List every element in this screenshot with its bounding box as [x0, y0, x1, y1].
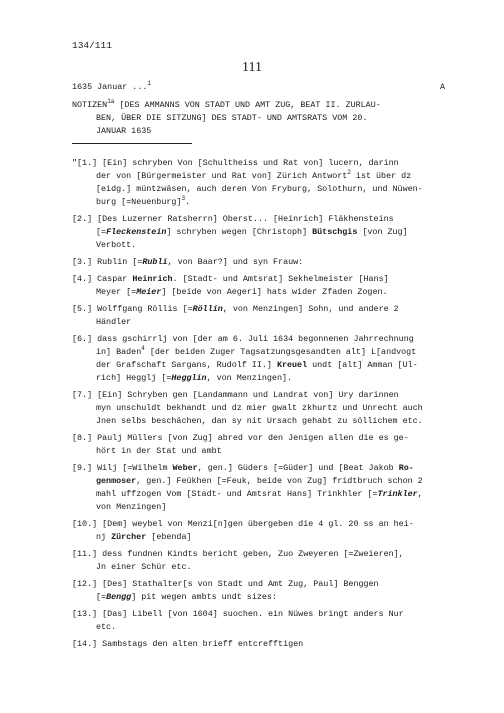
entry-line — [72, 303, 456, 316]
entry-line: [8.] Paulj Müllers [von Zug] abred vor den Jenigen allen die es ge- — [72, 433, 409, 443]
entry-text: , gen.] Güders [=Güder] und [Beat Jakob — [197, 463, 399, 473]
entry-2 — [72, 213, 456, 252]
entry-text: , von Menzingen]. — [206, 373, 293, 383]
entry-list — [72, 157, 456, 655]
entry-text: undt [alt] Amman [Ul- — [307, 360, 418, 370]
entry-text: , von Menzingen] Sohn, und andere 2 — [222, 304, 399, 314]
document-heading — [72, 99, 452, 138]
entry-text: [5.] Wolffgang Röllis [= — [72, 304, 193, 314]
person-name: Ro- — [398, 463, 414, 473]
entry-line: [14.] Sambstags den alten brieff entcrefftigen — [72, 639, 304, 649]
entry-text: ] [beide von Aegeri] hats wider Zfaden Zogen. — [161, 287, 388, 297]
entry-6 — [72, 333, 456, 385]
entry-line — [72, 286, 456, 299]
entry-text: in] Baden — [96, 347, 142, 357]
entry-line — [72, 591, 456, 604]
entry-14 — [72, 638, 456, 651]
entry-line — [72, 226, 456, 239]
entry-text: [ebenda] — [146, 532, 192, 542]
entry-line: myn unschuldt bekhandt und dz mier gwalt zkhurtz und Unrecht auch — [96, 403, 423, 413]
page-number: 111 — [242, 60, 262, 75]
entry-text: [4.] Caspar — [72, 274, 133, 284]
person-name: Bengg — [106, 592, 132, 602]
heading-text: NOTIZEN — [72, 100, 108, 110]
entry-3 — [72, 256, 456, 269]
entry-line — [72, 462, 456, 475]
entry-line: [6.] dass gschirrlj von [der am 6. Juli 1634 begonnenen Jahrrechnung — [72, 334, 414, 344]
person-name: Meier — [136, 287, 162, 297]
entry-text: [3.] Rublin [= — [72, 257, 143, 267]
entry-line: von Menzingen] — [96, 502, 167, 512]
heading-divider — [72, 143, 192, 144]
entry-line — [72, 170, 456, 183]
entry-text: burg [=Neuenburg] — [96, 197, 182, 207]
footnote-marker: 2 — [347, 169, 351, 177]
entry-text: , — [417, 489, 423, 499]
person-name: Trinkler — [377, 489, 418, 499]
entry-text: [= — [96, 227, 107, 237]
entry-text: [= — [96, 592, 107, 602]
entry-line — [72, 488, 456, 501]
entry-text: , gen.] Feükhen [=Feuk, beide von Zug] fridtbruch schon 2 — [136, 476, 423, 486]
entry-text: . — [185, 197, 191, 207]
entry-line — [72, 346, 456, 359]
entry-10 — [72, 518, 456, 544]
entry-12 — [72, 578, 456, 604]
page-reference: 134/111 — [72, 40, 112, 51]
entry-text: . [Stadt- und Amtsrat] Sekhelmeister [Hans] — [172, 274, 389, 284]
person-name: Heinrich — [132, 274, 173, 284]
document-date — [72, 82, 151, 92]
entry-line: Verbott. — [96, 240, 137, 250]
entry-line: [2.] [Des Luzerner Ratsherrn] Oberst... [Heinrich] Fläkhensteins — [72, 214, 394, 224]
entry-line: hört in der Stat und ambt — [96, 446, 222, 456]
person-name: Röllin — [192, 304, 223, 314]
footnote-marker: 4 — [141, 345, 145, 353]
entry-4 — [72, 273, 456, 299]
entry-text: [der beiden Zuger Tagsatzungsgesandten alt] L[andvogt — [144, 347, 417, 357]
person-name: Zürcher — [111, 532, 147, 542]
footnote-marker: 3 — [181, 195, 186, 203]
entry-text: nj — [96, 532, 112, 542]
entry-line: [12.] [Des] Stathalter[s von Stadt und Amt Zug, Paul] Benggen — [72, 579, 379, 589]
entry-line — [72, 372, 456, 385]
entry-line: [11.] dess fundnen Kindts bericht geben, Zuo Zweyeren [=Zweieren], — [72, 549, 404, 559]
entry-line: [7.] [Ein] Schryben gen [Landammann und Landrat von] Ury darinnen — [72, 390, 399, 400]
archive-signature: A — [440, 82, 446, 92]
footnote-marker: 1a — [107, 98, 115, 106]
entry-text: Meyer [= — [96, 287, 137, 297]
entry-8 — [72, 432, 456, 458]
entry-text: der Grafschaft Sargans, Rudolf II.] — [96, 360, 277, 370]
entry-line: [13.] [Das] Libell [von 1604] suochen. ein Nüwes bringt anders Nur — [72, 609, 404, 619]
entry-text: rich] Hegglj [= — [96, 373, 172, 383]
entry-text: ist über dz — [350, 171, 412, 181]
person-name: Hegglin — [171, 373, 207, 383]
heading-line: JANUAR 1635 — [96, 126, 152, 136]
entry-line — [72, 273, 456, 286]
entry-line: "[1.] [Ein] schryben Von [Schultheiss und Rat von] lucern, darinn — [72, 158, 399, 168]
entry-9 — [72, 462, 456, 514]
entry-text: ] pit wegen ambts undt sizes: — [131, 592, 277, 602]
entry-7 — [72, 389, 456, 428]
entry-5 — [72, 303, 456, 329]
entry-line: Jnen selbs beschächen, dan sy nit Ursach gehabt zu söllichem etc. — [96, 416, 423, 426]
entry-text: mahl uffzogen Vom [Stadt- und Amtsrat Hans] Trinkhler [= — [96, 489, 378, 499]
entry-line: [eidg.] müntzwäsen, auch deren Von Fryburg, Solothurn, und Nüwen- — [96, 184, 423, 194]
entry-text: , von Baar?] und syn Frauw: — [167, 257, 304, 267]
entry-line — [72, 359, 456, 372]
entry-line — [72, 256, 456, 269]
entry-line: [10.] [Dem] weybel von Menzi[n]gen übergeben die 4 gl. 20 ss an hei- — [72, 519, 414, 529]
footnote-marker: 1 — [147, 80, 151, 88]
entry-line: etc. — [96, 622, 117, 632]
entry-line — [72, 475, 456, 488]
heading-line — [72, 99, 452, 112]
person-name: Kreuel — [276, 360, 308, 370]
entry-line: Jn einer Schür etc. — [96, 562, 192, 572]
heading-text: [DES AMMANNS VON STADT UND AMT ZUG, BEAT II. ZURLAU- — [114, 100, 381, 110]
entry-text: [9.] Wilj [=Wilhelm — [72, 463, 173, 473]
entry-text: der von [Bürgermeister und Rat von] Zürich Antwort — [96, 171, 348, 181]
entry-1 — [72, 157, 456, 209]
entry-line: Händler — [96, 317, 132, 327]
entry-line — [72, 531, 456, 544]
entry-13 — [72, 608, 456, 634]
entry-text: [von Zug] — [357, 227, 408, 237]
date-text: 1635 Januar ... — [72, 82, 148, 92]
entry-11 — [72, 548, 456, 574]
entry-text: ] schryben wegen [Christoph] — [166, 227, 313, 237]
person-name: Bütschgis — [312, 227, 358, 237]
person-name: Rubli — [142, 257, 168, 267]
heading-line: BEN, ÜBER DIE SITZUNG] DES STADT- UND AMTSRATS VOM 20. — [96, 113, 368, 123]
entry-line — [72, 196, 456, 209]
person-name: Fleckenstein — [106, 227, 167, 237]
person-name: genmoser — [96, 476, 137, 486]
person-name: Weber — [172, 463, 198, 473]
